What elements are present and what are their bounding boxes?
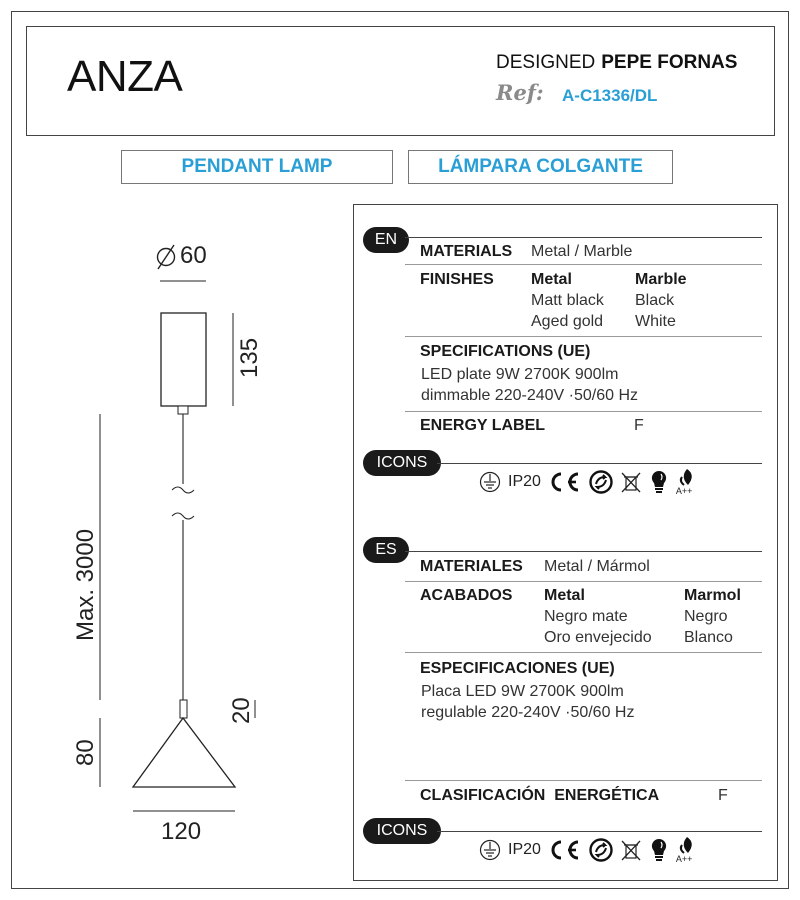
- ref-value: A-C1336/DL: [562, 86, 658, 105]
- es-energy-label: CLASIFICACIÓN ENERGÉTICA: [420, 787, 660, 804]
- en-finish-col2-head: Marble: [635, 271, 687, 288]
- es-spec-line: regulable 220-240V ·50/60 Hz: [421, 704, 635, 721]
- en-spec-line: LED plate 9W 2700K 900lm: [421, 366, 619, 383]
- divider: [405, 264, 762, 265]
- en-materials-label: MATERIALS: [420, 243, 513, 260]
- divider: [405, 581, 762, 582]
- shade-joint: [180, 700, 187, 718]
- en-ip-rating: IP20: [508, 473, 541, 490]
- ce-mark-icon: [548, 470, 582, 494]
- earth-ground-icon: [479, 470, 501, 494]
- ce-mark-icon: [548, 838, 582, 862]
- break-mark-top: [172, 487, 194, 493]
- dim-shade-height: 80: [72, 739, 99, 766]
- leaf-icon: [676, 467, 698, 487]
- dim-shade-width: 120: [161, 818, 202, 845]
- es-finish-col1-item: Oro envejecido: [544, 629, 652, 646]
- en-spec-label: SPECIFICATIONS (UE): [420, 343, 591, 360]
- product-title: ANZA: [67, 52, 183, 101]
- recycle-icon: [589, 838, 613, 862]
- en-finish-col2-item: White: [635, 313, 676, 330]
- en-energy-icon-label: A++: [675, 486, 693, 496]
- es-materials-label: MATERIALES: [420, 558, 523, 575]
- lang-badge-en: EN: [363, 227, 409, 253]
- divider: [405, 551, 762, 552]
- cone-shade: [133, 718, 235, 787]
- designer-name: PEPE FORNAS: [601, 52, 738, 73]
- es-energy-icon-label: A++: [675, 854, 693, 864]
- en-spec-line: dimmable 220-240V ·50/60 Hz: [421, 387, 639, 404]
- es-spec-label: ESPECIFICACIONES (UE): [420, 660, 615, 677]
- led-bulb-icon: [649, 469, 669, 495]
- en-finish-col1-item: Matt black: [531, 292, 604, 309]
- canopy: [161, 313, 206, 406]
- divider: [405, 780, 762, 781]
- divider: [437, 463, 762, 464]
- earth-ground-icon: [479, 838, 501, 862]
- divider: [405, 237, 762, 238]
- en-icons-row: [479, 467, 705, 497]
- ref-label: Ref:: [496, 80, 544, 105]
- canopy-fixing: [178, 406, 188, 414]
- en-finish-col2-item: Black: [635, 292, 675, 309]
- lang-badge-es: ES: [363, 537, 409, 563]
- divider: [405, 411, 762, 412]
- es-finish-col2-item: Blanco: [684, 629, 733, 646]
- technical-drawing: [0, 0, 350, 900]
- es-finish-col2-item: Negro: [684, 608, 728, 625]
- dim-canopy-height: 135: [236, 337, 263, 378]
- diameter-icon: [158, 245, 175, 269]
- break-mark-bottom: [172, 513, 194, 519]
- leaf-icon: [676, 835, 698, 855]
- divider: [405, 652, 762, 653]
- es-finish-col1-item: Negro mate: [544, 608, 628, 625]
- es-energy-value: F: [718, 787, 728, 804]
- divider: [405, 336, 762, 337]
- dim-max-length: Max. 3000: [72, 528, 99, 641]
- es-materials-value: Metal / Mármol: [544, 558, 650, 575]
- en-energy-value: F: [634, 417, 644, 434]
- icons-badge-en: ICONS: [363, 450, 441, 476]
- en-finish-col1-item: Aged gold: [531, 313, 604, 330]
- en-finish-col1-head: Metal: [531, 271, 572, 288]
- es-icons-row: [479, 835, 705, 865]
- tag-pendant-lamp: PENDANT LAMP: [121, 150, 393, 184]
- es-ip-rating: IP20: [508, 841, 541, 858]
- energy-class-icon: [676, 467, 698, 497]
- es-spec-line: Placa LED 9W 2700K 900lm: [421, 683, 624, 700]
- designer-line: [496, 52, 737, 74]
- designed-label: DESIGNED: [496, 52, 596, 73]
- led-bulb-icon: [649, 837, 669, 863]
- es-finish-col1-head: Metal: [544, 587, 585, 604]
- weee-bin-icon: [620, 838, 642, 862]
- dim-joint: 20: [228, 697, 255, 724]
- es-finishes-label: ACABADOS: [420, 587, 513, 604]
- en-materials-value: Metal / Marble: [531, 243, 633, 260]
- divider: [437, 831, 762, 832]
- energy-class-icon: [676, 835, 698, 865]
- en-energy-label: ENERGY LABEL: [420, 417, 546, 434]
- dim-diameter: 60: [180, 242, 207, 269]
- recycle-icon: [589, 470, 613, 494]
- icons-badge-es: ICONS: [363, 818, 441, 844]
- es-finish-col2-head: Marmol: [684, 587, 741, 604]
- weee-bin-icon: [620, 470, 642, 494]
- tag-lampara-colgante: LÁMPARA COLGANTE: [408, 150, 673, 184]
- en-finishes-label: FINISHES: [420, 271, 494, 288]
